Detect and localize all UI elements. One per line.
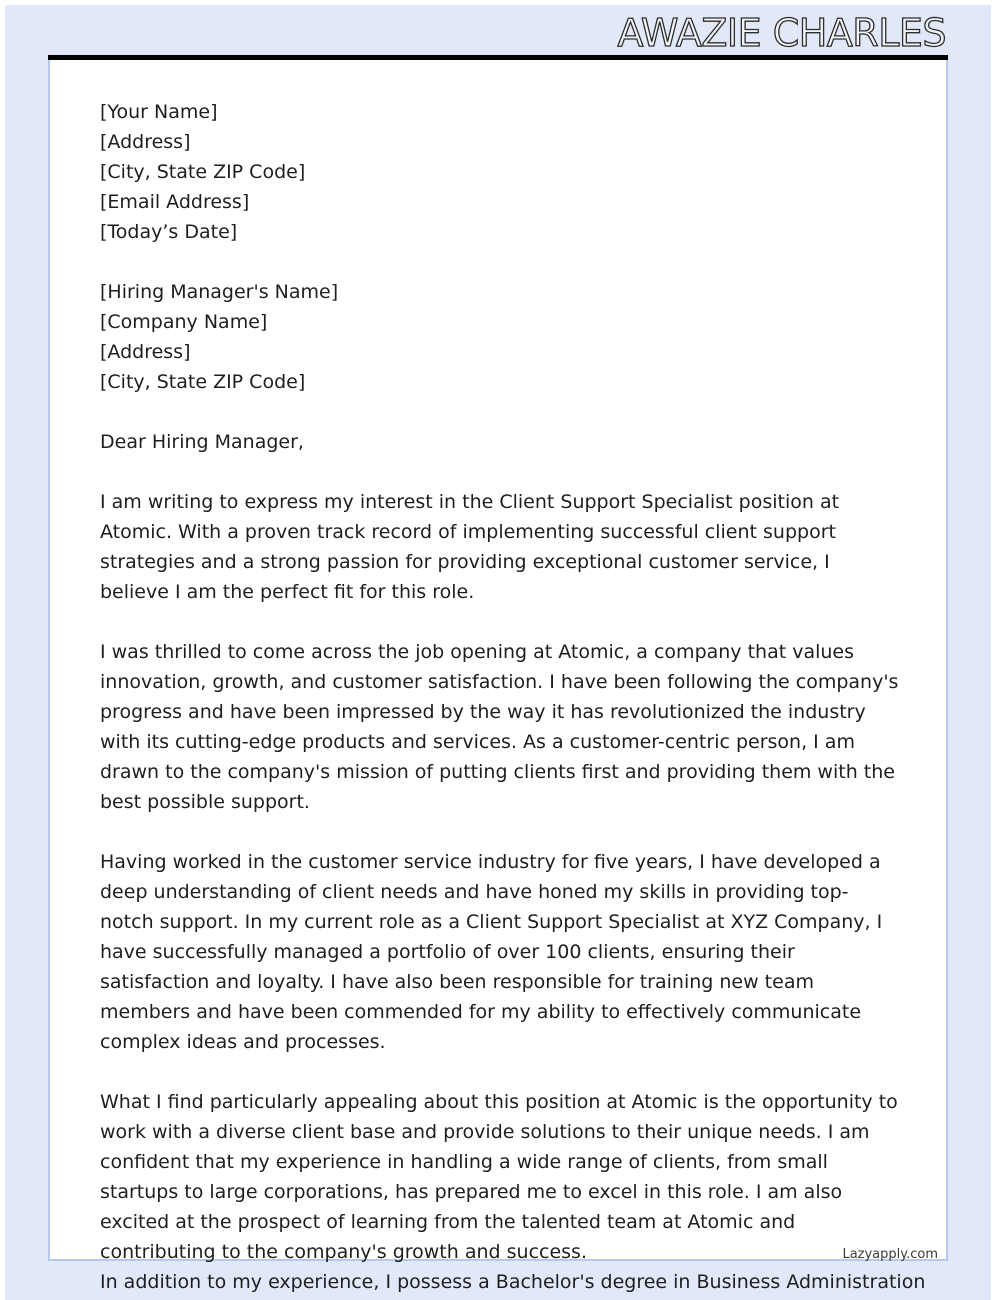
sender-email: [Email Address] xyxy=(100,191,250,213)
recipient-company: [Company Name] xyxy=(100,311,268,333)
letter-date: [Today’s Date] xyxy=(100,221,238,243)
header-name: AWAZIE CHARLES xyxy=(617,11,946,55)
continued-paragraph: In addition to my experience, I possess a Bachelor's degree in Business Administration xyxy=(100,1271,926,1293)
letter-body xyxy=(100,97,926,1297)
sender-city-state-zip: [City, State ZIP Code] xyxy=(100,161,306,183)
body-paragraph-1: I am writing to express my interest in the Client Support Specialist position at Atomic. With a proven track record of implementing successful client support strategies and a strong passion for providing exceptional customer service, I believe I am the perfect fit for this role. xyxy=(100,491,840,603)
body-paragraph-3: Having worked in the customer service industry for five years, I have developed a deep understanding of client needs and have honed my skills in providing top-notch support. In my current role as a Client Support Specialist at XYZ Company, I have successfully managed a portfolio of over 100 clients, ensuring their satisfaction and loyalty. I have also been responsible for training new team members and have been commended for my ability to effectively communicate complex ideas and processes. xyxy=(100,851,883,1053)
recipient-city-state-zip: [City, State ZIP Code] xyxy=(100,371,306,393)
body-paragraph-4: What I find particularly appealing about this position at Atomic is the opportunity to work with a diverse client base and provide solutions to their unique needs. I am confident that my experience in handling a wide range of clients, from small startups to large corporations, has prepared me to excel in this role. I am also excited at the prospect of learning from the talented team at Atomic and contributing to the company's growth and success. xyxy=(100,1091,898,1263)
watermark: Lazyapply.com xyxy=(842,1247,938,1262)
body-paragraph-2: I was thrilled to come across the job opening at Atomic, a company that values innovation, growth, and customer satisfaction. I have been following the company's progress and have been impressed by the way it has revolutionized the industry with its cutting-edge products and services. As a customer-centric person, I am drawn to the company's mission of putting clients first and providing them with the best possible support. xyxy=(100,641,899,813)
recipient-block xyxy=(100,277,900,397)
salutation: Dear Hiring Manager, xyxy=(100,431,304,453)
sender-address: [Address] xyxy=(100,131,191,153)
recipient-manager-name: [Hiring Manager's Name] xyxy=(100,281,339,303)
sender-block xyxy=(100,97,900,247)
recipient-address: [Address] xyxy=(100,341,191,363)
sender-name: [Your Name] xyxy=(100,101,218,123)
